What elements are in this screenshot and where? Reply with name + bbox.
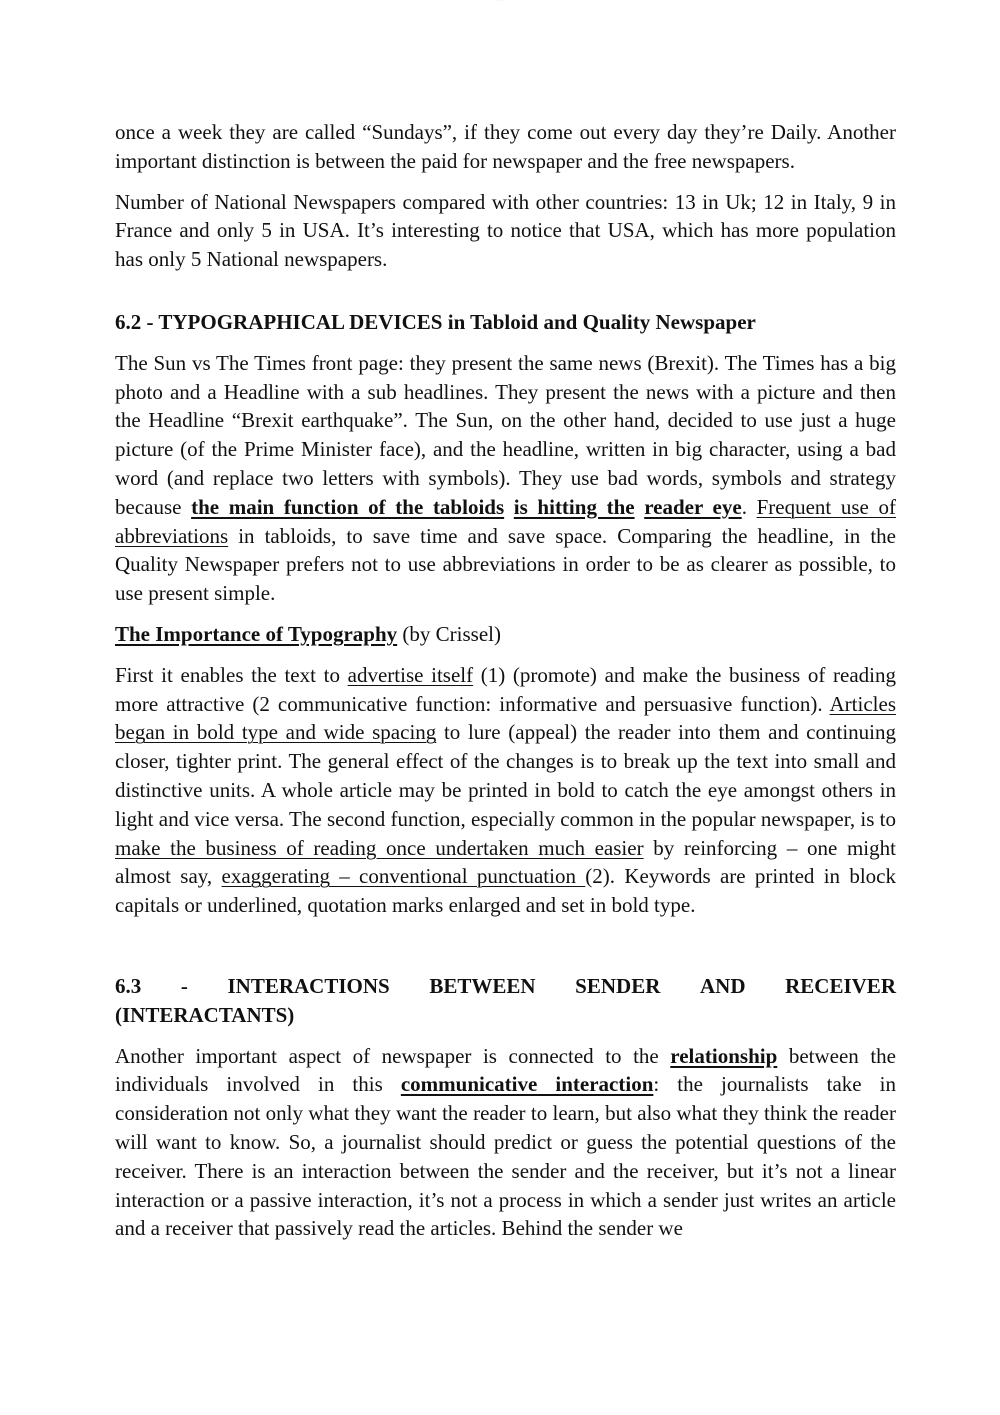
text-run: Another important aspect of newspaper is connected to the <box>115 1043 671 1068</box>
heading-word: RECEIVER <box>785 973 896 998</box>
heading-word: - <box>180 973 188 998</box>
text-run: between the individuals involved in this <box>115 1043 896 1097</box>
emphasis-hitting-the: is hitting the <box>513 494 635 519</box>
heading-word: 6.3 <box>115 973 142 998</box>
heading-line-1 <box>115 972 896 1001</box>
text-run: : the journalists take in consideration not only what they want the reader to learn, but also what they think the reader will want to know. So, a journalist should predict or guess the potential questions of the receiver. There is an interaction between the sender and the receiver, but it’s not a linear interaction or a passive interaction, it’s not a process in which a sender just writes an article and a receiver that passively read the articles. Behind the sender we <box>115 1072 897 1241</box>
paragraph-sender-receiver <box>115 1042 896 1244</box>
paragraph-national-newspapers: Number of National Newspapers compared with other countries: 13 in Uk; 12 in Italy, 9 in France and only 5 in USA. It’s interesting to notice that USA, which has more population has only 5 National newspapers. <box>115 189 896 272</box>
page-header-mark: ········ <box>496 0 504 2</box>
section-heading-6-2: 6.2 - TYPOGRAPHICAL DEVICES in Tabloid and Quality Newspaper <box>115 309 756 334</box>
underline-advertise-itself: advertise itself <box>347 662 474 687</box>
text-run: in tabloids, to save time and save space. Comparing the headline, in the Quality Newspaper prefers not to use abbreviations in order to be as clearer as possible, to use present simple. <box>115 523 896 606</box>
underline-punctuation: exaggerating – conventional punctuation <box>221 864 586 889</box>
paragraph-typography-functions <box>115 661 896 920</box>
emphasis-main-function: the main function of the tabloids <box>191 494 505 519</box>
emphasis-relationship: relationship <box>670 1043 778 1068</box>
page-content <box>115 118 896 1255</box>
text-run: (1) (promote) and make the business of reading more attractive (2 communicative function: informative and persuasive function). <box>115 662 896 716</box>
text-run: by reinforcing – one might almost say, <box>115 835 896 889</box>
emphasis-communicative-interaction: communicative interaction <box>400 1072 654 1097</box>
heading-word: SENDER <box>575 973 661 998</box>
heading-line-2: (INTERACTANTS) <box>115 1002 295 1027</box>
emphasis-reader-eye: reader eye <box>644 494 742 519</box>
underline-bold-type: Articles began in bold type and wide spacing <box>115 691 896 745</box>
underline-reading-easier: make the business of reading once undertaken much easier <box>115 835 644 860</box>
heading-word: INTERACTIONS <box>227 973 390 998</box>
text-run: (2). Keywords are printed in block capitals or underlined, quotation marks enlarged and set in bold type. <box>115 864 896 918</box>
heading-word: BETWEEN <box>429 973 536 998</box>
text-run: . <box>741 494 757 519</box>
subheading-title: The Importance of Typography <box>115 621 398 646</box>
section-heading-6-3 <box>115 972 896 1030</box>
text-run: The Sun vs The Times front page: they present the same news (Brexit). The Times has a big photo and a Headline with a sub headlines. They present the news with a picture and then the Headline “Brexit earthquake”. The Sun, on the other hand, decided to use just a huge picture (of the Prime Minister face), and the headline, written in big character, using a bad word (and replace two letters with symbols). They use bad words, symbols and strategy because <box>115 350 896 519</box>
subheading-importance-of-typography <box>115 620 896 649</box>
text-run: to lure (appeal) the reader into them and continuing closer, tighter print. The general effect of the changes is to break up the text into small and distinctive units. A whole article may be printed in bold to catch the eye amongst others in light and vice versa. The second function, especially common in the popular newspaper, is to <box>115 720 896 831</box>
text-run: First it enables the text to <box>115 662 348 687</box>
underline-abbreviations: Frequent use of abbreviations <box>115 494 897 548</box>
paragraph-sun-vs-times <box>115 349 896 608</box>
subheading-attribution: (by Crissel) <box>397 621 501 646</box>
heading-word: AND <box>700 973 746 998</box>
paragraph-sundays-daily: once a week they are called “Sundays”, if they come out every day they’re Daily. Another important distinction is between the paid for newspaper and the free newspapers. <box>115 120 896 173</box>
